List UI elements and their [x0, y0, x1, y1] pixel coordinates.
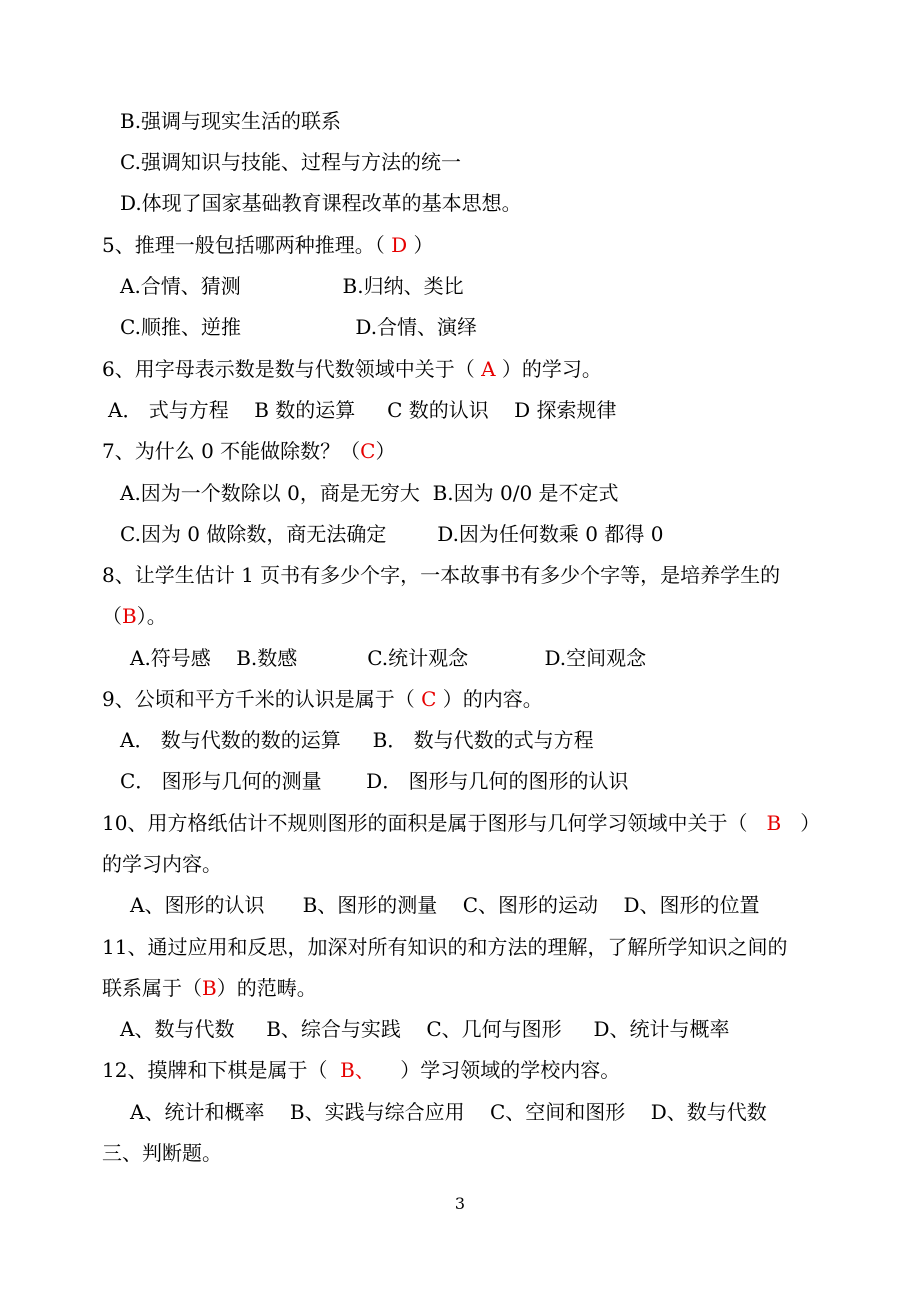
option-c-line: C.强调知识与技能、过程与方法的统一 — [120, 150, 461, 174]
question-9 — [102, 687, 543, 711]
page-number: 3 — [454, 1194, 466, 1213]
question-5 — [102, 233, 434, 257]
question-text: 6、用字母表示数是数与代数领域中关于（ — [102, 357, 482, 381]
question-text: 联系属于（ — [102, 976, 202, 1000]
options-line: A、图形的认识 B、图形的测量 C、图形的运动 D、图形的位置 — [130, 893, 760, 917]
question-10 — [102, 811, 820, 835]
answer-mark: B — [202, 976, 217, 1000]
answer-mark: B — [122, 604, 137, 628]
answer-mark: A — [481, 357, 496, 381]
question-text: 7、为什么 0 不能做除数？（ — [102, 439, 361, 463]
question-8: 8、让学生估计 1 页书有多少个字，一本故事书有多少个字等，是培养学生的 — [102, 563, 781, 587]
answer-mark: D — [391, 233, 408, 257]
options-line: A． 数与代数的数的运算 B． 数与代数的式与方程 — [120, 728, 594, 752]
question-8-answer-line — [102, 604, 167, 628]
option-d-line: D.体现了国家基础教育课程改革的基本思想。 — [120, 191, 522, 215]
question-text: ）学习领域的学校内容。 — [374, 1058, 621, 1082]
options-line: C． 图形与几何的测量 D． 图形与几何的图形的认识 — [120, 769, 629, 793]
question-text: （ — [102, 604, 122, 628]
question-text: ）。 — [136, 604, 167, 628]
section-heading: 三、判断题。 — [102, 1141, 222, 1165]
options-line: C.因为 0 做除数，商无法确定 D.因为任何数乘 0 都得 0 — [120, 522, 664, 546]
question-text: 5、推理一般包括哪两种推理。（ — [102, 233, 392, 257]
question-text: 10、用方格纸估计不规则图形的面积是属于图形与几何学习领域中关于（ — [102, 811, 767, 835]
question-12 — [102, 1058, 620, 1082]
question-11-cont — [102, 976, 317, 1000]
question-text: ） — [407, 233, 434, 257]
options-line: C.顺推、逆推 D.合情、演绎 — [120, 315, 478, 339]
question-11: 11、通过应用和反思，加深对所有知识的和方法的理解，了解所学知识之间的 — [102, 935, 788, 959]
question-text: ）的内容。 — [436, 687, 543, 711]
answer-mark: B — [766, 811, 782, 835]
question-text: ） — [375, 439, 396, 463]
question-7 — [102, 439, 395, 463]
question-text: ） — [781, 811, 821, 835]
question-text: 12、摸牌和下棋是属于（ — [102, 1058, 341, 1082]
options-line: A.因为一个数除以 0，商是无穷大 B.因为 0/0 是不定式 — [120, 481, 619, 505]
question-text: ）的范畴。 — [216, 976, 317, 1000]
options-line: A． 式与方程 B 数的运算 C 数的认识 D 探索规律 — [108, 398, 617, 422]
option-b-line: B.强调与现实生活的联系 — [120, 109, 342, 133]
options-line: A、统计和概率 B、实践与综合应用 C、空间和图形 D、数与代数 — [130, 1100, 767, 1124]
options-line: A、数与代数 B、综合与实践 C、几何与图形 D、统计与概率 — [120, 1017, 730, 1041]
options-line: A.合情、猜测 B.归纳、类比 — [120, 274, 464, 298]
question-text: ）的学习。 — [495, 357, 602, 381]
question-6 — [102, 357, 602, 381]
answer-mark: C — [360, 439, 376, 463]
answer-mark: B、 — [340, 1058, 375, 1082]
answer-mark: C — [421, 687, 437, 711]
options-line: A.符号感 B.数感 C.统计观念 D.空间观念 — [130, 646, 647, 670]
question-text: 9、公顷和平方千米的认识是属于（ — [102, 687, 422, 711]
question-10-cont: 的学习内容。 — [102, 852, 222, 876]
